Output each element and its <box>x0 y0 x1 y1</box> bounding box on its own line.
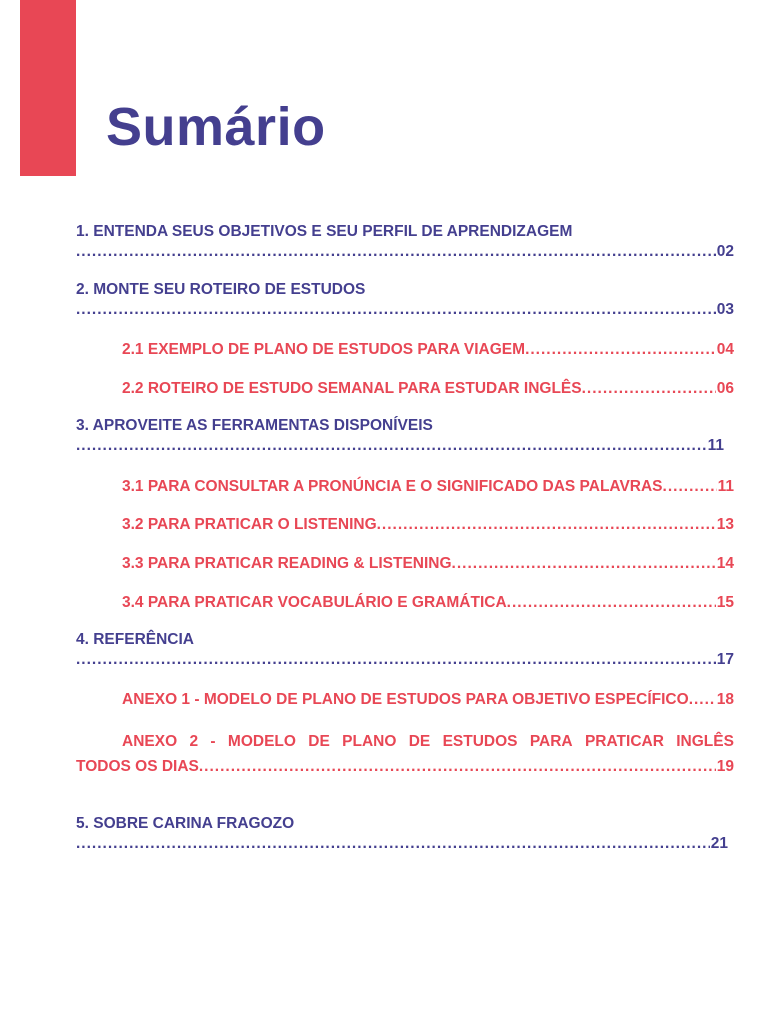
toc-entry-title-continued: TODOS OS DIAS <box>76 758 199 775</box>
toc-entry-3-4[interactable] <box>76 593 734 613</box>
toc-entry-4[interactable] <box>76 630 734 670</box>
dot-leader <box>689 690 716 710</box>
title-word: ANEXO <box>122 733 178 750</box>
toc-entry-title: 2.1 EXEMPLO DE PLANO DE ESTUDOS PARA VIAGEM <box>122 341 526 358</box>
toc-page-number: 21 <box>710 835 728 852</box>
dot-leader <box>76 300 716 320</box>
dot-leader <box>76 436 707 456</box>
dot-leader <box>377 515 716 535</box>
toc-entry-title: 4. REFERÊNCIA <box>76 631 194 648</box>
accent-bar <box>20 0 76 176</box>
toc-leader <box>76 650 734 670</box>
toc-entry-title: 3.3 PARA PRATICAR READING & LISTENING <box>122 555 452 572</box>
toc-page-number: 13 <box>716 516 734 533</box>
title-word: PRATICAR <box>584 733 664 750</box>
toc-page-number: 02 <box>716 243 734 260</box>
toc-entry-title: 3.2 PARA PRATICAR O LISTENING <box>122 516 377 533</box>
toc-entry-1[interactable] <box>76 222 734 262</box>
dot-leader <box>452 554 716 574</box>
toc-entry-2-1[interactable] <box>76 340 734 360</box>
toc-page-number: 11 <box>707 437 724 454</box>
toc-entry-title: 2.2 ROTEIRO DE ESTUDO SEMANAL PARA ESTUDAR INGLÊS <box>122 380 582 397</box>
toc-entry-title: 1. ENTENDA SEUS OBJETIVOS E SEU PERFIL DE APRENDIZAGEM <box>76 223 573 240</box>
toc-entry-3-2[interactable] <box>76 515 734 535</box>
title-word: DE <box>408 733 431 750</box>
toc-entry-2[interactable] <box>76 280 734 320</box>
toc-page-number: 11 <box>717 478 734 495</box>
title-word: INGLÊS <box>676 733 734 750</box>
toc-page-number: 04 <box>716 341 734 358</box>
toc-entry-title: 3. APROVEITE AS FERRAMENTAS DISPONÍVEIS <box>76 417 433 434</box>
toc-page-number: 14 <box>716 555 734 572</box>
toc-entry-title <box>76 732 734 752</box>
toc-entry-title: 3.1 PARA CONSULTAR A PRONÚNCIA E O SIGNIFICADO DAS PALAVRAS <box>122 478 663 495</box>
title-word: ESTUDOS <box>442 733 518 750</box>
toc-entry-3-3[interactable] <box>76 554 734 574</box>
toc-entry-title: 2. MONTE SEU ROTEIRO DE ESTUDOS <box>76 281 366 298</box>
toc-annex-1[interactable] <box>76 690 734 710</box>
dot-leader <box>525 340 716 360</box>
toc-page-number: 03 <box>716 301 734 318</box>
toc-leader <box>76 242 734 262</box>
title-word: 2 <box>189 733 199 750</box>
dot-leader <box>76 242 716 262</box>
toc-entry-3[interactable] <box>76 416 734 456</box>
toc-entry-title: 5. SOBRE CARINA FRAGOZO <box>76 815 295 832</box>
toc-page-number: 18 <box>716 691 734 708</box>
toc-entry-title: 3.4 PARA PRATICAR VOCABULÁRIO E GRAMÁTICA <box>122 594 507 611</box>
toc-page-number: 19 <box>716 758 734 775</box>
toc-page-number: 15 <box>716 594 734 611</box>
toc-annex-2[interactable] <box>76 732 734 777</box>
toc-leader <box>76 834 728 854</box>
title-word: PLANO <box>342 733 397 750</box>
toc-leader <box>76 436 724 456</box>
dot-leader <box>199 757 716 777</box>
dot-leader <box>76 650 716 670</box>
toc-entry-2-2[interactable] <box>76 379 734 399</box>
toc-entry-3-1[interactable] <box>76 477 734 497</box>
toc-page-number: 17 <box>716 651 734 668</box>
dot-leader <box>507 593 716 613</box>
title-word: DE <box>308 733 330 750</box>
dot-leader <box>582 379 716 399</box>
toc-entry-title: ANEXO 1 - MODELO DE PLANO DE ESTUDOS PARA OBJETIVO ESPECÍFICO <box>122 691 689 708</box>
toc-leader <box>76 300 734 320</box>
title-word: PARA <box>529 733 573 750</box>
toc-entry-5[interactable] <box>76 814 734 854</box>
title-word: MODELO <box>227 733 296 750</box>
dot-leader <box>76 834 710 854</box>
toc-page-number: 06 <box>716 380 734 397</box>
dot-leader <box>663 477 717 497</box>
title-word: - <box>210 733 216 750</box>
page-title: Sumário <box>106 97 326 157</box>
